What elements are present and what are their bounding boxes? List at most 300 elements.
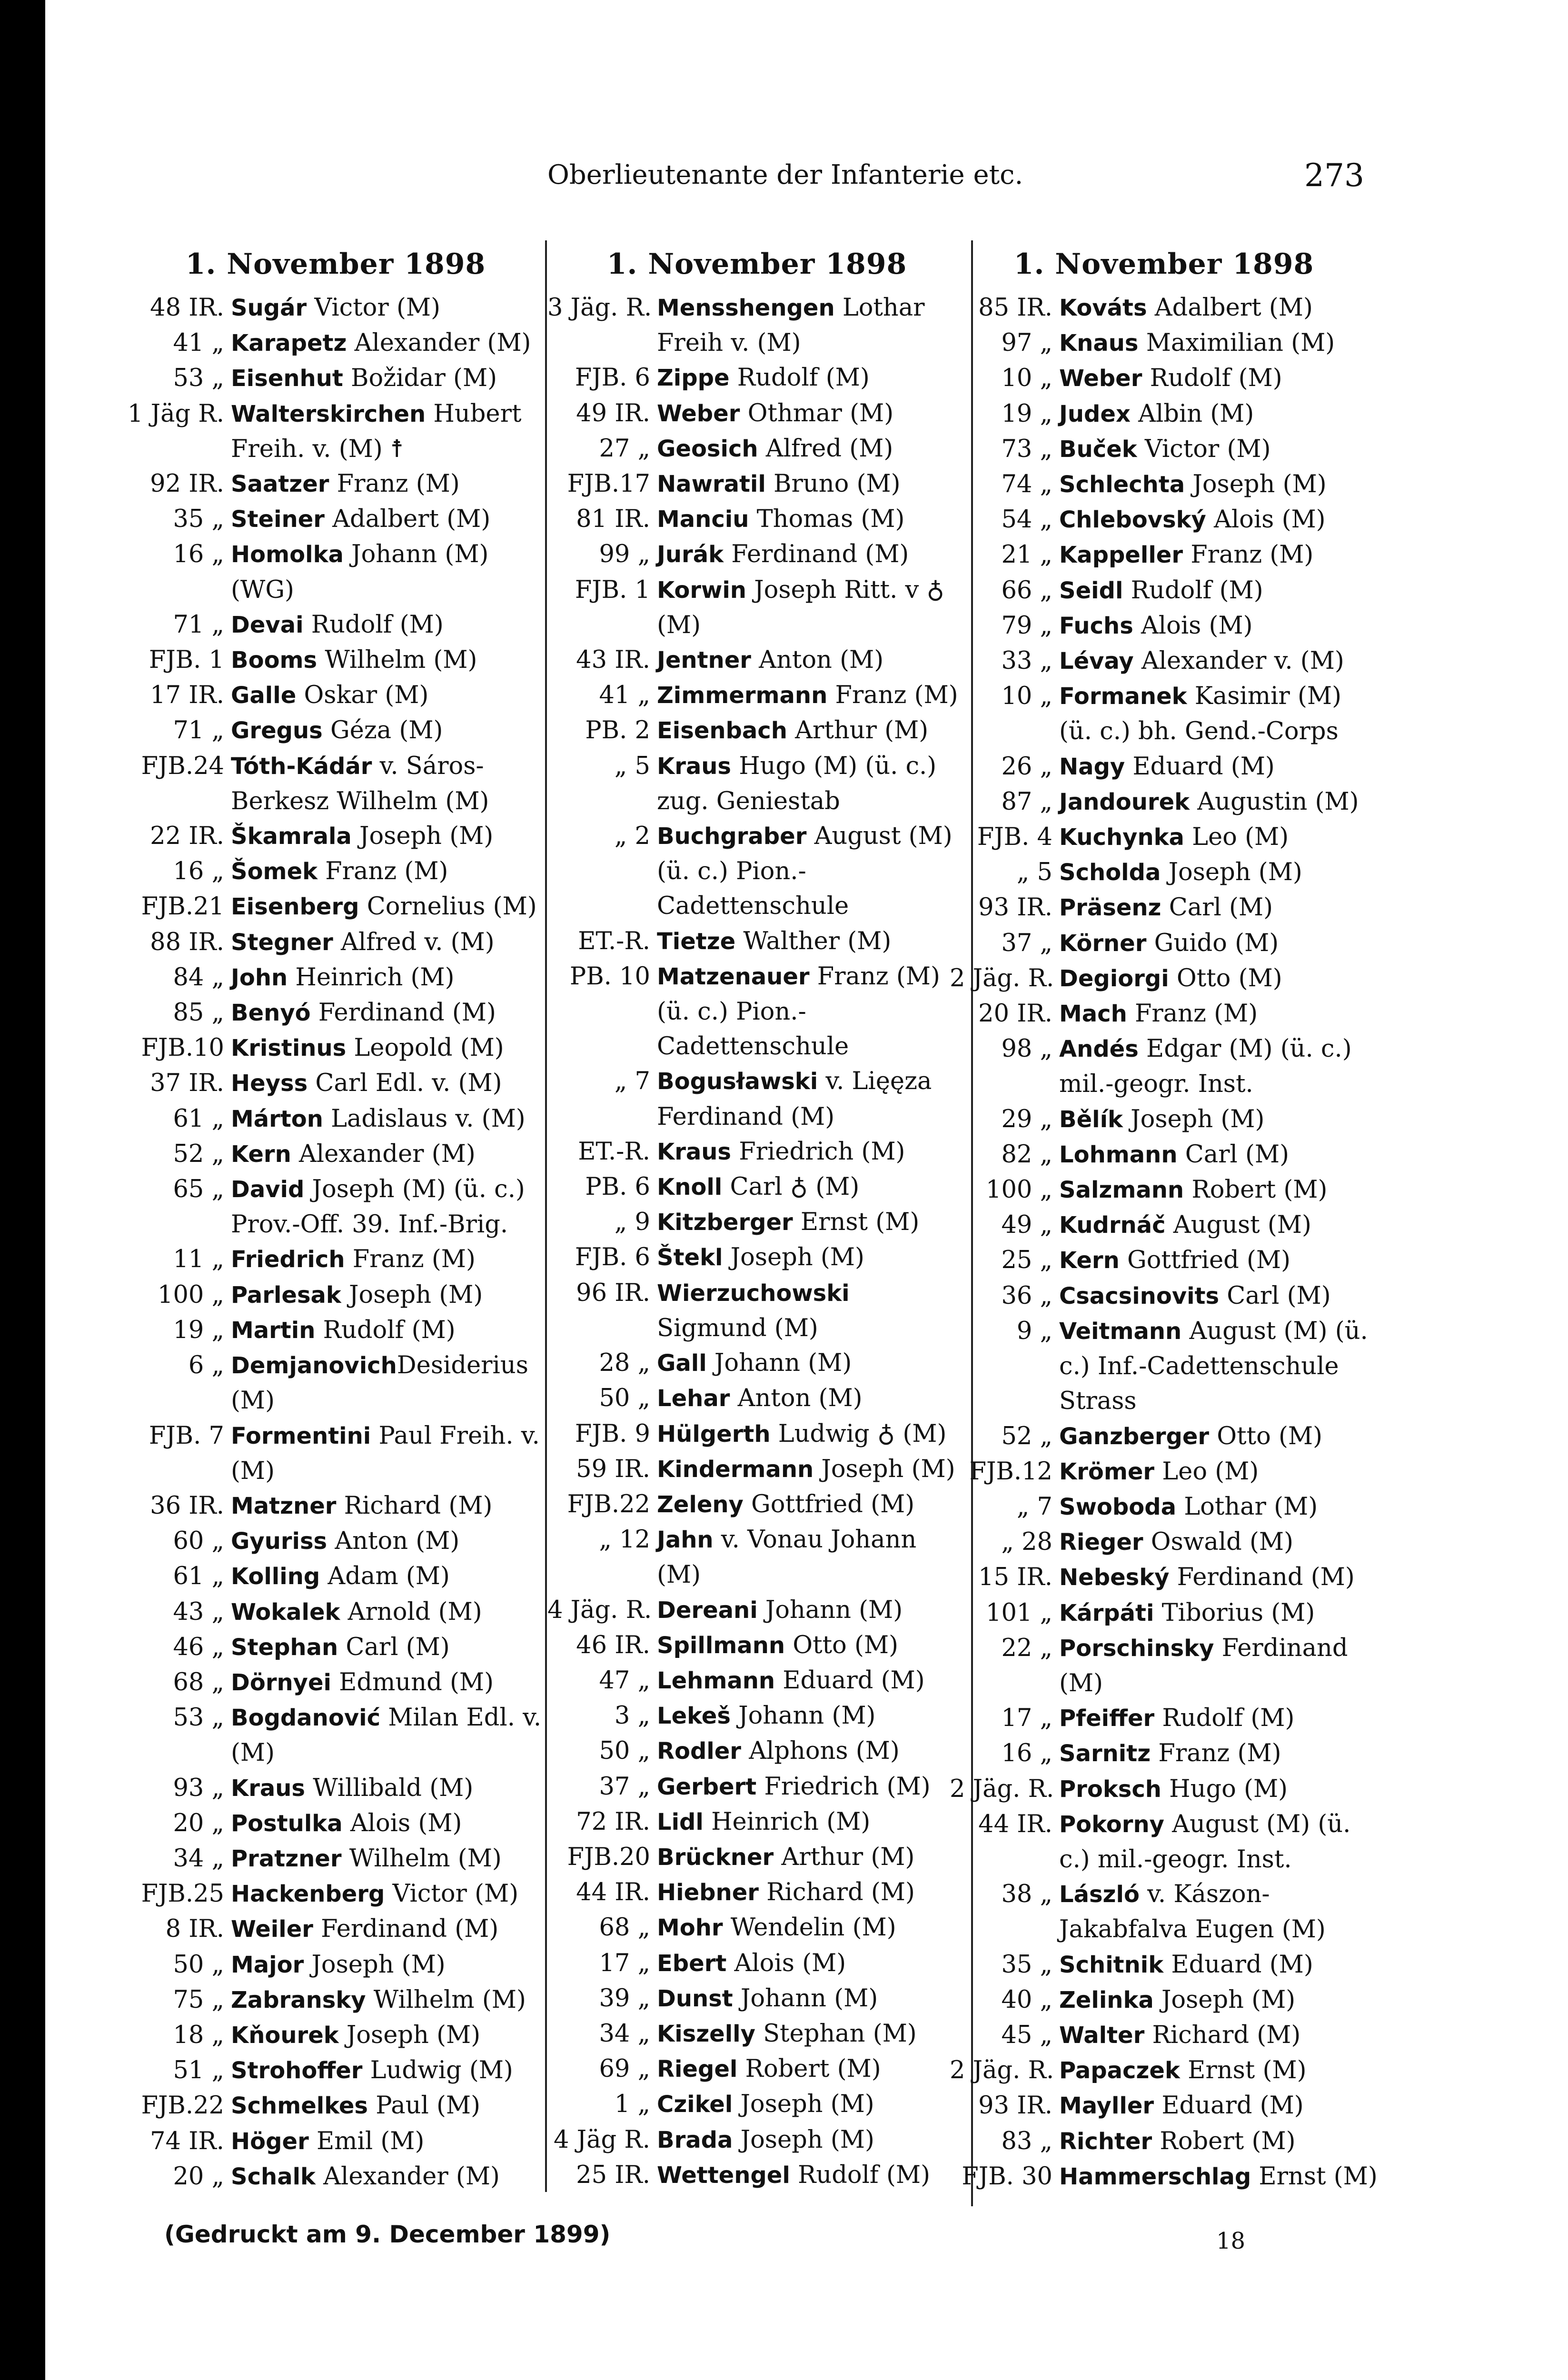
surname: Lidl — [657, 1808, 704, 1835]
officer-text — [657, 1276, 966, 1346]
list-item — [547, 1064, 966, 1134]
list-item — [950, 537, 1378, 573]
given-names: Sigmund (M) — [657, 1314, 818, 1342]
officer-text — [1059, 961, 1378, 996]
list-item — [547, 1946, 966, 1981]
list-item — [950, 644, 1378, 679]
officer-text — [1059, 820, 1378, 855]
given-names: Edmund (M) — [331, 1668, 494, 1696]
given-names: Franz (M) — [1183, 541, 1314, 569]
officer-text — [657, 1734, 966, 1769]
given-names: Hugo (M) (ü. c.) zug. Geniestab — [657, 752, 937, 815]
list-item — [547, 1452, 966, 1487]
given-names: Carl ♁ (M) — [722, 1173, 860, 1201]
given-names: Alexander (M) — [291, 1140, 476, 1168]
surname: Pfeiffer — [1059, 1705, 1155, 1732]
given-names: Franz (M) — [1151, 1739, 1281, 1768]
surname: Eisenhut — [231, 365, 343, 392]
surname: Weber — [657, 400, 740, 427]
surname: Höger — [231, 2128, 309, 2155]
given-names: Joseph (M) — [1122, 1105, 1265, 1133]
officer-text — [1059, 502, 1378, 537]
given-names: Gottfried (M) — [743, 1490, 915, 1518]
list-item — [950, 1947, 1378, 1983]
surname: Matzner — [231, 1492, 337, 1519]
list-item — [547, 573, 966, 643]
surname: Nawratil — [657, 471, 766, 498]
given-names: Franz (M) — [345, 1245, 476, 1274]
unit-label: 10 „ — [1001, 364, 1052, 393]
column-heading: 1. November 1898 — [606, 248, 907, 281]
list-item — [121, 1066, 550, 1101]
surname: Kraus — [231, 1775, 305, 1802]
given-names: Rudolf (M) — [1123, 576, 1263, 605]
unit-label: 10 „ — [1001, 682, 1052, 711]
officer-text — [1059, 1489, 1378, 1525]
given-names: Emil (M) — [308, 2127, 425, 2155]
given-names: Franz (M) — [329, 470, 460, 498]
surname: Eisenberg — [231, 893, 359, 921]
unit-label: 28 „ — [599, 1349, 650, 1378]
surname: Geosich — [657, 435, 758, 462]
given-names: Willibald (M) — [305, 1774, 474, 1802]
officer-text — [231, 1172, 550, 1242]
surname: Postulka — [231, 1810, 343, 1837]
surname: Zimmermann — [657, 682, 828, 709]
given-names: Alois (M) — [726, 1949, 846, 1977]
unit-label: 97 „ — [1001, 329, 1052, 357]
unit-label: 81 IR. — [576, 505, 650, 534]
surname: Dunst — [657, 1985, 733, 2012]
given-names: Joseph (M) — [733, 2125, 874, 2154]
list-item — [121, 1524, 550, 1559]
unit-label: 25 IR. — [576, 2161, 650, 2189]
given-names: Augustin (M) — [1190, 787, 1359, 816]
unit-label: 35 „ — [1001, 1950, 1052, 1979]
officer-text — [657, 2158, 966, 2193]
unit-label: 36 IR. — [150, 1491, 224, 1520]
given-names: Adalbert (M) — [324, 505, 491, 534]
given-names: Alexander v. (M) — [1133, 647, 1344, 675]
unit-label: 88 IR. — [150, 928, 224, 956]
officer-text — [657, 1628, 966, 1663]
list-item — [121, 1418, 550, 1488]
surname: Bogdanović — [231, 1705, 381, 1732]
list-item — [547, 1593, 966, 1628]
surname: Krömer — [1059, 1458, 1155, 1485]
given-names: August (M) (ü. c.) Pion.-Cadettenschule — [657, 822, 953, 921]
surname: Schalk — [231, 2163, 316, 2190]
unit-label: 15 IR. — [978, 1563, 1052, 1592]
officer-text — [657, 537, 966, 572]
list-item — [121, 1771, 550, 1806]
unit-label: FJB.20 — [567, 1843, 650, 1871]
list-item — [547, 643, 966, 678]
unit-label: FJB. 6 — [575, 364, 650, 392]
unit-label: FJB.24 — [141, 752, 224, 780]
surname: Karapetz — [231, 330, 347, 357]
given-names: August (M) (ü. c.) Inf.-Cadettenschule Strass — [1059, 1317, 1368, 1416]
surname: Dörnyei — [231, 1669, 331, 1696]
unit-label: 19 „ — [1001, 399, 1052, 428]
given-names: Hugo (M) — [1161, 1775, 1288, 1803]
list-item — [121, 1700, 550, 1770]
officer-text — [657, 1381, 966, 1416]
officer-text — [1059, 432, 1378, 467]
surname: Kappeller — [1059, 542, 1183, 569]
unit-label: 74 IR. — [150, 2127, 224, 2155]
surname: Knoll — [657, 1174, 723, 1201]
surname: Kuchynka — [1059, 824, 1184, 851]
officer-text — [1059, 749, 1378, 784]
given-names: Johann (M) — [733, 1984, 878, 2013]
officer-text — [657, 1910, 966, 1945]
unit-label: 50 „ — [599, 1737, 650, 1765]
unit-label: 41 „ — [599, 681, 650, 710]
officer-text — [657, 924, 966, 959]
surname: Eisenbach — [657, 717, 787, 744]
officer-text — [1059, 1525, 1378, 1560]
page-number: 273 — [1304, 157, 1364, 194]
list-item — [950, 290, 1378, 326]
unit-label: PB. 10 — [569, 962, 650, 991]
list-item — [950, 573, 1378, 608]
unit-label: 17 IR. — [150, 681, 224, 710]
list-item — [121, 326, 550, 361]
surname: Parlesak — [231, 1281, 341, 1309]
list-item — [950, 326, 1378, 361]
unit-label: 11 „ — [173, 1245, 224, 1274]
given-names: Otto (M) — [785, 1631, 898, 1659]
officer-text — [1059, 996, 1378, 1031]
surname: Kňourek — [231, 2022, 339, 2049]
surname: Lekeš — [657, 1703, 731, 1730]
surname: Steiner — [231, 506, 325, 533]
officer-text — [657, 1205, 966, 1240]
officer-text — [657, 1698, 966, 1734]
unit-label: 37 „ — [1001, 929, 1052, 957]
given-names: Johann (M) (WG) — [231, 540, 489, 604]
surname: Jentner — [657, 647, 751, 674]
officer-text — [657, 290, 966, 360]
officer-text — [1059, 1314, 1378, 1419]
surname: Šomek — [231, 858, 318, 885]
given-names: v. Sáros-Berkesz Wilhelm (M) — [231, 752, 489, 815]
officer-text — [231, 1242, 550, 1277]
officer-text — [1059, 1701, 1378, 1736]
unit-label: 52 „ — [173, 1140, 224, 1168]
column-heading: 1. November 1898 — [185, 248, 486, 281]
given-names: Alphons (M) — [741, 1737, 900, 1765]
officer-text — [231, 1700, 550, 1770]
list-item — [950, 1243, 1378, 1278]
given-names: Victor (M) — [385, 1880, 519, 1908]
surname: Pratzner — [231, 1845, 342, 1872]
officer-text — [1059, 1631, 1378, 1701]
unit-label: 43 IR. — [576, 646, 650, 674]
given-names: Ferdinand (M) — [313, 1915, 499, 1944]
officer-text — [1059, 537, 1378, 573]
given-names: Richard (M) — [758, 1878, 915, 1907]
unit-label: „ 7 — [614, 1067, 650, 1096]
unit-label: 75 „ — [173, 1985, 224, 2014]
given-names: Arnold (M) — [340, 1597, 482, 1626]
list-item — [547, 924, 966, 959]
given-names: Leo (M) — [1184, 823, 1289, 852]
given-names: Gottfried (M) — [1119, 1246, 1291, 1275]
unit-label: 37 IR. — [150, 1069, 224, 1098]
given-names: Joseph (M) — [733, 2090, 874, 2119]
list-item — [547, 466, 966, 502]
given-names: Rudolf (M) — [1142, 364, 1282, 393]
surname: Devai — [231, 611, 304, 638]
officer-text — [657, 678, 966, 713]
list-item — [950, 1877, 1378, 1947]
unit-label: 44 IR. — [576, 1878, 650, 1907]
list-item — [547, 2016, 966, 2052]
officer-text — [231, 1031, 550, 1066]
given-names: Alfred (M) — [758, 434, 893, 463]
officer-text — [231, 1912, 550, 1947]
surname: Saatzer — [231, 471, 329, 498]
given-names: Alexander (M) — [347, 329, 531, 357]
list-item — [950, 2124, 1378, 2159]
unit-label: 46 „ — [173, 1633, 224, 1661]
given-names: Friedrich (M) — [731, 1137, 905, 1166]
given-names: Friedrich (M) — [756, 1772, 931, 1801]
list-item — [121, 2053, 550, 2088]
list-item — [121, 502, 550, 537]
given-names: Hubert Freih. v. (M) ☨ — [231, 399, 522, 463]
given-names: Ladislaus v. (M) — [323, 1104, 526, 1133]
list-item — [121, 2124, 550, 2159]
unit-label: FJB. 9 — [575, 1419, 650, 1448]
list-item — [121, 2018, 550, 2053]
officer-text — [231, 678, 550, 713]
officer-text — [1059, 608, 1378, 644]
list-item — [121, 1595, 550, 1630]
unit-label: FJB.22 — [141, 2092, 224, 2120]
surname: John — [231, 964, 288, 991]
surname: Mach — [1059, 1001, 1127, 1028]
unit-label: 68 „ — [173, 1668, 224, 1696]
given-names: Carl (M) — [338, 1633, 450, 1661]
given-names: Ernst (M) — [793, 1208, 920, 1237]
surname: Hammerschlag — [1059, 2163, 1251, 2190]
officer-text — [231, 1771, 550, 1806]
surname: Štekl — [657, 1244, 723, 1271]
surname: Papaczek — [1059, 2057, 1180, 2084]
unit-label: 17 „ — [1001, 1704, 1052, 1733]
given-names: Otto (M) — [1209, 1422, 1323, 1450]
unit-label: 83 „ — [1001, 2127, 1052, 2155]
unit-label: 101 „ — [986, 1598, 1052, 1627]
officer-text — [1059, 926, 1378, 961]
given-names: Eduard (M) — [1125, 752, 1275, 781]
given-names: August (M) — [1165, 1211, 1311, 1240]
given-names: Milan Edl. v. (M) — [231, 1704, 542, 1767]
surname: Proksch — [1059, 1775, 1161, 1803]
unit-label: 49 „ — [1001, 1211, 1052, 1240]
surname: Chlebovský — [1059, 506, 1206, 534]
given-names: Alexander (M) — [315, 2162, 500, 2191]
surname: Gerbert — [657, 1773, 757, 1800]
unit-label: 61 „ — [173, 1562, 224, 1591]
given-names: Rudolf (M) — [729, 364, 870, 392]
list-item — [121, 607, 550, 643]
unit-label: FJB. 30 — [962, 2162, 1052, 2191]
officer-text — [657, 396, 966, 431]
officer-text — [1059, 1736, 1378, 1771]
list-item — [950, 1419, 1378, 1454]
unit-label: 44 IR. — [978, 1810, 1052, 1838]
given-names: Rudolf (M) — [1154, 1704, 1295, 1733]
entry-list — [547, 290, 966, 2193]
list-item — [121, 960, 550, 995]
surname: Sarnitz — [1059, 1740, 1151, 1767]
officer-text — [1059, 1454, 1378, 1489]
officer-text — [231, 854, 550, 889]
officer-text — [231, 397, 550, 466]
given-names: Kasimir (M) (ü. c.) bh. Gend.-Corps — [1059, 682, 1342, 746]
unit-label: „ 5 — [1016, 858, 1052, 887]
list-item — [547, 502, 966, 537]
unit-label: „ 9 — [614, 1208, 650, 1237]
list-item — [547, 2087, 966, 2122]
officer-text — [231, 925, 550, 960]
given-names: Arthur (M) — [774, 1843, 915, 1871]
surname: Hackenberg — [231, 1881, 385, 1908]
officer-text — [1059, 1877, 1378, 1947]
unit-label: PB. 6 — [585, 1173, 650, 1201]
surname: Major — [231, 1951, 304, 1978]
surname: Seidl — [1059, 577, 1123, 604]
surname: Márton — [231, 1105, 323, 1132]
list-item — [547, 749, 966, 819]
unit-label: 71 „ — [173, 716, 224, 745]
list-item — [547, 537, 966, 572]
unit-label: 22 IR. — [150, 822, 224, 851]
given-names: Johann (M) — [730, 1702, 876, 1730]
list-item — [121, 1947, 550, 1983]
unit-label: 2 Jäg. R. — [950, 2056, 1054, 2085]
unit-label: 51 „ — [173, 2056, 224, 2085]
officer-text — [1059, 2018, 1378, 2053]
list-item — [547, 1628, 966, 1663]
given-names: Maximilian (M) — [1138, 329, 1335, 357]
officer-text — [1059, 361, 1378, 396]
list-item — [121, 1665, 550, 1700]
officer-text — [231, 1595, 550, 1630]
officer-text — [657, 1522, 966, 1592]
surname: Weber — [1059, 365, 1142, 392]
list-item — [547, 959, 966, 1064]
unit-label: 73 „ — [1001, 435, 1052, 463]
list-item — [547, 1487, 966, 1522]
officer-text — [231, 502, 550, 537]
given-names: Leopold (M) — [346, 1034, 504, 1062]
surname: Manciu — [657, 506, 749, 533]
surname: Benyó — [231, 1000, 311, 1027]
surname: Buchgraber — [657, 823, 807, 850]
list-item — [547, 431, 966, 466]
unit-label: 27 „ — [599, 434, 650, 463]
unit-label: ET.-R. — [578, 1137, 650, 1166]
list-item — [950, 502, 1378, 537]
list-item — [547, 678, 966, 713]
officer-text — [1059, 2159, 1378, 2194]
unit-label: 87 „ — [1001, 787, 1052, 816]
officer-text — [657, 1875, 966, 1910]
list-item — [547, 1276, 966, 1346]
officer-text — [657, 502, 966, 537]
unit-label: 39 „ — [599, 1984, 650, 2013]
given-names: Wilhelm (M) — [317, 646, 477, 674]
given-names: Ferdinand (M) — [310, 999, 496, 1027]
given-names: Victor (M) — [1137, 435, 1271, 463]
unit-label: „ 2 — [614, 822, 650, 851]
officer-text — [657, 713, 966, 748]
entry-list — [121, 290, 550, 2194]
unit-label: 16 „ — [173, 540, 224, 569]
unit-label: 93 IR. — [978, 893, 1052, 922]
unit-label: „ 12 — [599, 1526, 650, 1554]
officer-text — [1059, 1172, 1378, 1208]
given-names: Thomas (M) — [749, 505, 905, 534]
officer-text — [1059, 2124, 1378, 2159]
unit-label: 49 IR. — [576, 399, 650, 427]
list-item — [121, 466, 550, 502]
unit-label: 45 „ — [1001, 2021, 1052, 2049]
given-names: Wendelin (M) — [723, 1914, 896, 1942]
list-item — [950, 784, 1378, 820]
given-names: v. Vonau Johann (M) — [657, 1526, 917, 1589]
unit-label: 47 „ — [599, 1666, 650, 1695]
given-names: Otto (M) — [1169, 964, 1282, 992]
surname: Zeleny — [657, 1491, 744, 1518]
given-names: Robert (M) — [1184, 1176, 1328, 1204]
list-item — [950, 890, 1378, 925]
surname: Scholda — [1059, 859, 1161, 886]
unit-label: 85 IR. — [978, 294, 1052, 322]
unit-label: 3 „ — [614, 1702, 650, 1730]
given-names: Adalbert (M) — [1147, 294, 1313, 322]
unit-label: 66 „ — [1001, 576, 1052, 605]
surname: Fuchs — [1059, 612, 1133, 639]
surname: Martin — [231, 1317, 316, 1344]
given-names: Ferdinand (M) — [1059, 1634, 1348, 1697]
officer-text — [657, 749, 966, 819]
unit-label: 98 „ — [1001, 1035, 1052, 1063]
officer-text — [231, 643, 550, 678]
given-names: Carl Edl. v. (M) — [308, 1069, 502, 1098]
surname: Booms — [231, 647, 318, 674]
list-item — [950, 1102, 1378, 1137]
surname: Gall — [657, 1350, 707, 1377]
surname: Zelinka — [1059, 1986, 1154, 2013]
unit-label: 4 Jäg. R. — [547, 1596, 652, 1624]
list-item — [547, 1205, 966, 1240]
given-names: v. Lięęza Ferdinand (M) — [657, 1067, 932, 1131]
surname: Mayller — [1059, 2092, 1154, 2120]
list-item — [950, 1031, 1378, 1101]
unit-label: 40 „ — [1001, 1985, 1052, 2014]
given-names: Anton (M) — [730, 1384, 863, 1413]
officer-text — [231, 819, 550, 854]
unit-label: 74 „ — [1001, 470, 1052, 499]
surname: Dereani — [657, 1597, 758, 1624]
officer-text — [1059, 1947, 1378, 1983]
